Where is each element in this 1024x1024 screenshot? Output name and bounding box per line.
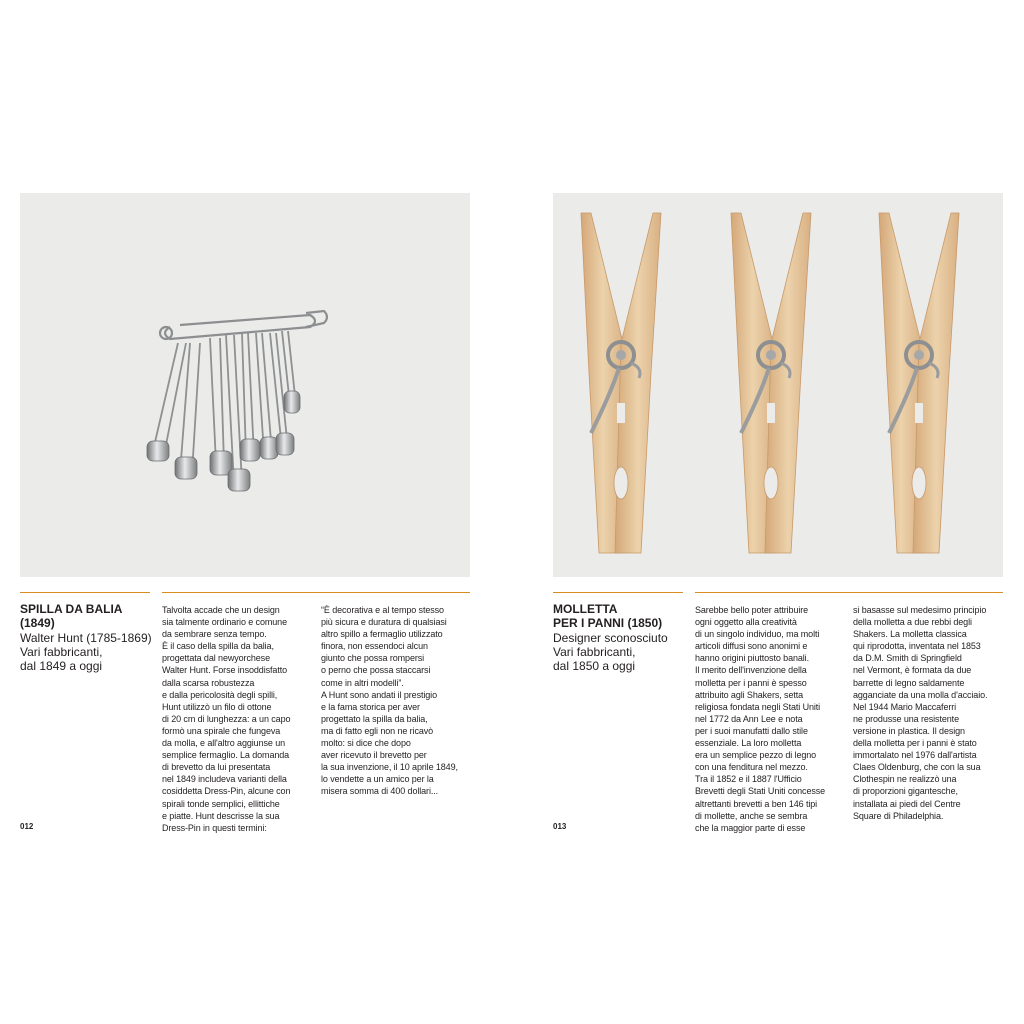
accent-rule [695, 592, 1003, 593]
clothespins-photo [553, 193, 1003, 577]
designer-credit: Walter Hunt (1785-1869) Vari fabbricanti, dal 1849 a oggi [20, 631, 152, 673]
accent-rule [20, 592, 150, 593]
clothespins-illustration [553, 193, 1003, 577]
safety-pins-illustration [20, 193, 470, 577]
safety-pins-photo [20, 193, 470, 577]
accent-rule [553, 592, 683, 593]
accent-rule [162, 592, 470, 593]
page-number: 013 [553, 822, 567, 831]
body-text-column-2: “È decorativa e al tempo stesso più sicura e duratura di qualsiasi altro spillo a fermaglio utilizzato finora, non essendoci alcun giunto che possa rompersi o perno che possa staccarsi come in altri modelli”. A Hunt sono andati il prestigio e la fama storica per aver progettato la spilla da balia, ma di fatto egli non ne ricavò molto: si dice che dopo aver ricevuto il brevetto per la sua invenzione, il 10 aprile 1849, lo vendette a un amico per la misera somma di 400 dollari... [321, 605, 458, 797]
body-text-column-1: Sarebbe bello poter attribuire ogni oggetto alla creatività di un singolo individuo, ma molti articoli diffusi sono anonimi e hanno origini piuttosto banali. Il merito dell'invenzione della molletta per i panni è spesso attribuito agli Shakers, setta religiosa fondata negli Stati Uniti nel 1772 da Ann Lee e nota per i suoi manufatti dallo stile essenziale. La loro molletta era un semplice pezzo di legno con una fenditura nel mezzo. Tra il 1852 e il 1887 l'Ufficio Brevetti degli Stati Uniti concesse altrettanti brevetti a ben 146 tipi di mollette, anche se sembra che la maggior parte di esse [695, 605, 826, 833]
body-text-column-2: si basasse sul medesimo principio della molletta a due rebbi degli Shakers. La molletta classica qui riprodotta, inventata nel 1853 da D.M. Smith di Springfield nel Vermont, è formata da due barrette di legno saldamente agganciate da una molla d'acciaio. Nel 1944 Mario Maccaferri ne produsse una resistente versione in plastica. Il design della molletta per i panni è stato immortalato nel 1976 dall'artista Claes Oldenburg, che con la sua Clothespin ne realizzò una di proporzioni gigantesche, installata ai piedi del Centre Square di Philadelphia. [853, 605, 988, 821]
page-number: 012 [20, 822, 34, 831]
body-text-column-1: Talvolta accade che un design sia talmente ordinario e comune da sembrare senza tempo. È il caso della spilla da balia, progettata dal newyorchese Walter Hunt. Forse insoddisfatto dalla scarsa robustezza e dalla pericolosità degli spilli, Hunt utilizzò un filo di ottone di 20 cm di lunghezza: a un capo formò una spirale che fungeva da molla, e all'altro aggiunse un semplice fermaglio. La domanda di brevetto da lui presentata nel 1849 includeva varianti della cosiddetta Dress-Pin, alcune con spirali tonde semplici, ellittiche e piatte. Hunt descrisse la sua Dress-Pin in questi termini: [162, 605, 291, 833]
entry-title: SPILLA DA BALIA (1849) [20, 602, 123, 630]
entry-title: MOLLETTA PER I PANNI (1850) [553, 602, 663, 630]
designer-credit: Designer sconosciuto Vari fabbricanti, dal 1850 a oggi [553, 631, 668, 673]
